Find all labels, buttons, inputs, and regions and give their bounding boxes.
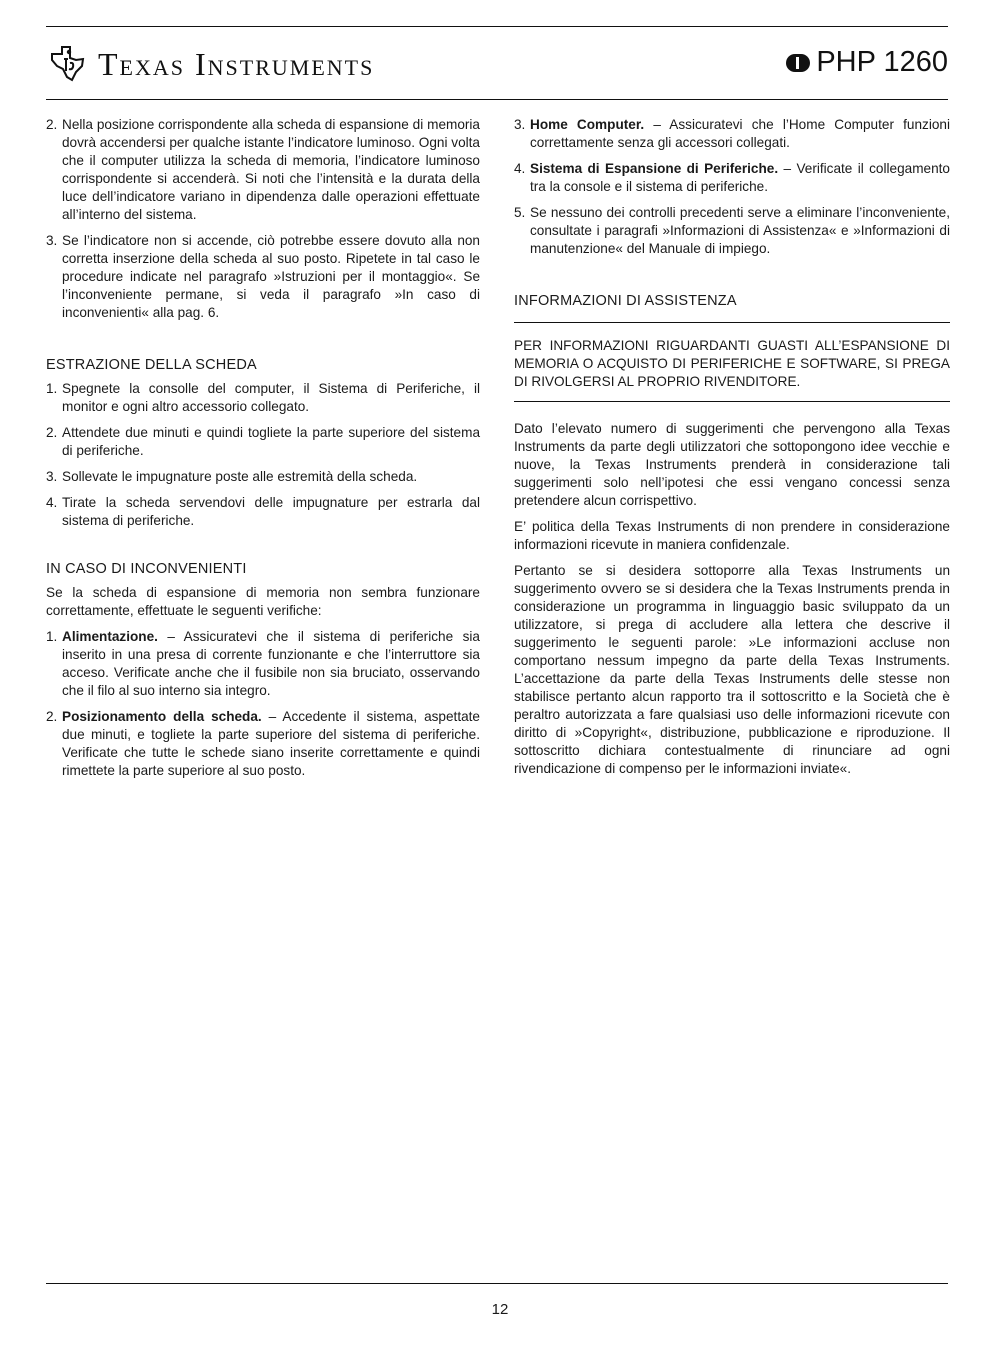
- section-title-assistenza: INFORMAZIONI DI ASSISTENZA: [514, 293, 737, 309]
- item-number: 3.: [46, 469, 58, 484]
- paragraph: E’ politica della Texas Instruments di non prendere in considerazione informazioni ricevute in maniera confidenzale.: [514, 519, 950, 552]
- item-number: 3.: [514, 117, 526, 132]
- item-number: 2.: [46, 117, 58, 132]
- left-column: [46, 116, 480, 788]
- item-text: [530, 160, 950, 196]
- item-text: Attendete due minuti e quindi togliete la parte superiore del sistema di periferiche.: [62, 425, 480, 458]
- page-number: 12: [491, 1301, 509, 1318]
- list-item: [46, 708, 480, 780]
- list-item: [46, 424, 480, 460]
- list-item: [514, 116, 950, 152]
- item-text: Se nessuno dei controlli precedenti serve a eliminare l’inconveniente, consultate i paragrafi »Informazioni di Assistenza« e »Informazioni di manutenzione« del Manuale di impiego.: [530, 205, 950, 256]
- item-number: 1.: [46, 381, 58, 396]
- list-item: [46, 232, 480, 322]
- item-text: Nella posizione corrispondente alla scheda di espansione di memoria dovrà accendersi per qualche istante l’indicatore luminoso. Ogni volta che il computer utilizza la scheda di memoria, l’indicatore luminoso corrispondente si accenderà. Si noti che l’intensità e la durata della luce dell’indicatore variano in dipendenza dalle operazioni effettuate all’interno del sistema.: [62, 117, 480, 222]
- item-number: 2.: [46, 709, 58, 724]
- list-item: [514, 204, 950, 258]
- item-body: – Assicuratevi che l’Home Computer funzioni correttamente senza gli accessori collegati.: [530, 117, 950, 150]
- list-item: [46, 628, 480, 700]
- section-rule: [514, 322, 950, 323]
- section-title-estrazione: ESTRAZIONE DELLA SCHEDA: [46, 357, 257, 373]
- list-item: [46, 380, 480, 416]
- paragraph: Dato l’elevato numero di suggerimenti che pervengono alla Texas Instruments da parte degli utilizzatori che sottopongono idee vecchie e nuove, la Texas Instruments prenderà in considerazione tali suggerimenti solo nell’ipotesi che essi vengano concessi senza pretendere alcun corrispettivo.: [514, 421, 950, 508]
- paragraph: Pertanto se si desidera sottoporre alla Texas Instruments un suggerimento ovvero se si desidera che la Texas Instruments prenda in considerazione un programma in linguaggio basic sviluppato da un utilizzatore, si prega di accludere alla lettera che descrive il suggerimento le seguenti parole: »Le informazioni accluse non comportano nessum impegno da parte della Texas Instruments. L’accettazione da parte della Texas Instruments delle stesse non stabilisce pertanto alcun rapporto tra il sottoscritto e la Società che è peraltro autorizzata a fare qualsiasi uso delle informazioni ricevute con diritto di »Copyright«, distribuzione, pubblicazione e riproduzione. Il sottoscritto dichiara contestualmente di rinunciare ad ogni rivendicazione di compenso per le informazioni inviate«.: [514, 563, 950, 776]
- item-number: 2.: [46, 425, 58, 440]
- item-heading: Sistema di Espansione di Periferiche.: [530, 161, 779, 176]
- list-item: [46, 116, 480, 224]
- item-number: 4.: [46, 495, 58, 510]
- item-number: 3.: [46, 233, 58, 248]
- model-label: [786, 46, 948, 79]
- page-header: [46, 34, 948, 96]
- item-text: [530, 116, 950, 152]
- list-item: [514, 160, 950, 196]
- item-number: 4.: [514, 161, 526, 176]
- model-marker-icon: [786, 54, 810, 72]
- item-heading: Home Computer.: [530, 117, 645, 132]
- assistenza-notice: PER INFORMAZIONI RIGUARDANTI GUASTI ALL’ESPANSIONE DI MEMORIA O ACQUISTO DI PERIFERICHE E SOFTWARE, SI PREGA DI RIVOLGERSI AL PROPRIO RIVENDITORE.: [514, 338, 950, 389]
- brand-logo: [46, 44, 374, 84]
- brand-name: Texas Instruments: [98, 45, 375, 82]
- item-text: [62, 708, 480, 780]
- item-number: 5.: [514, 205, 526, 220]
- header-bottom-rule: [46, 99, 948, 100]
- item-text: [62, 628, 480, 700]
- item-body: – Accedente il sistema, aspettate due minuti, e togliete la parte superiore del sistema di periferiche. Verificate che tutte le schede siano inserite correttamente e quindi rimettete la parte superiore al suo posto.: [62, 709, 480, 778]
- item-body: – Assicuratevi che il sistema di periferiche sia inserito in una presa di corrente funzionante e che l’interruttore sia acceso. Verificate anche che il fusibile non sia bruciato, osservando che il filo al suo interno sia integro.: [62, 629, 480, 698]
- notice-rule: [514, 401, 950, 402]
- footer-rule: [46, 1283, 948, 1284]
- item-body: – Verificate il collegamento tra la console e il sistema di periferiche.: [530, 161, 950, 194]
- section-title-inconvenienti: IN CASO DI INCONVENIENTI: [46, 561, 247, 577]
- list-item: [46, 468, 480, 486]
- inconvenienti-intro: Se la scheda di espansione di memoria non sembra funzionare correttamente, effettuate le seguenti verifiche:: [46, 585, 480, 618]
- item-text: Spegnete la consolle del computer, il Sistema di Periferiche, il monitor e ogni altro accessorio collegato.: [62, 381, 480, 414]
- item-heading: Posizionamento della scheda.: [62, 709, 262, 724]
- item-text: Sollevate le impugnature poste alle estremità della scheda.: [62, 469, 418, 484]
- item-text: Tirate la scheda servendovi delle impugnature per estrarla dal sistema di periferiche.: [62, 495, 480, 528]
- item-number: 1.: [46, 629, 58, 644]
- item-text: Se l’indicatore non si accende, ciò potrebbe essere dovuto alla non corretta inserzione della scheda al suo posto. Ripetete in tal caso le procedure indicate nel paragrafo »Istruzioni per il montaggio«. Se l’inconveniente permane, si veda il paragrafo »In caso di inconvenienti« alla pag. 6.: [62, 233, 480, 320]
- item-heading: Alimentazione.: [62, 629, 158, 644]
- right-column: [514, 116, 950, 786]
- texas-state-logo-icon: [46, 44, 88, 84]
- header-top-rule: [46, 26, 948, 27]
- model-number: PHP 1260: [816, 46, 948, 78]
- list-item: [46, 494, 480, 530]
